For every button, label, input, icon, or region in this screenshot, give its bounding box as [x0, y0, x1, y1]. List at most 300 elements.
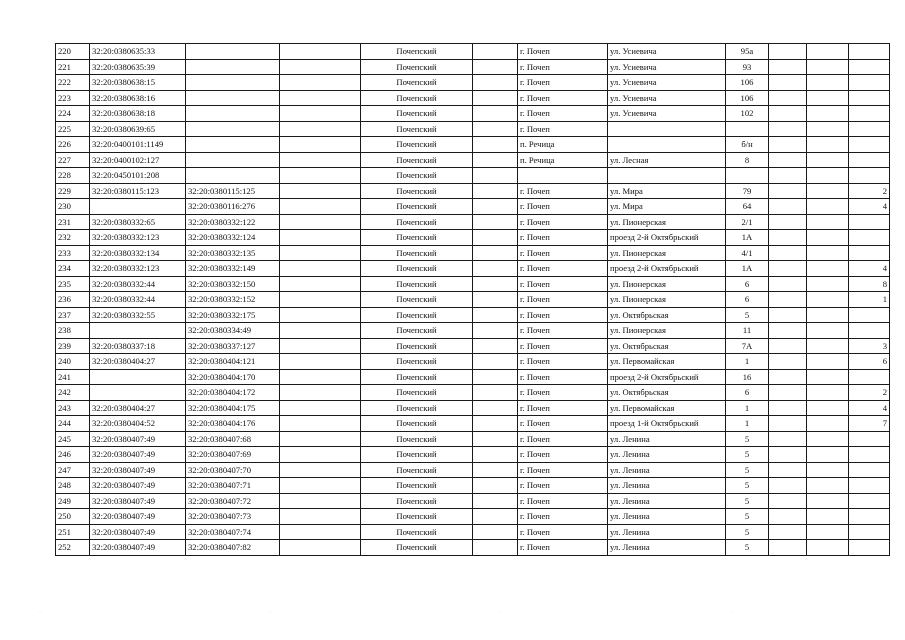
cadastral-number-cell: 32:20:0380332:44 — [90, 276, 186, 292]
district-cell: Почепский — [361, 385, 473, 401]
row-number-cell: 229 — [56, 183, 90, 199]
house-number-cell: 5 — [726, 431, 769, 447]
district-cell: Почепский — [361, 323, 473, 339]
locality-cell: г. Почеп — [518, 44, 608, 60]
blank-cell — [473, 137, 518, 153]
house-number-cell: 79 — [726, 183, 769, 199]
street-cell: ул. Усиевича — [608, 44, 726, 60]
apartment-count-cell: 8 — [849, 276, 890, 292]
blank-cell — [280, 121, 361, 137]
house-number-cell: 6 — [726, 292, 769, 308]
row-number-cell: 250 — [56, 509, 90, 525]
blank-cell — [807, 323, 849, 339]
linked-cadastral-number-cell — [186, 44, 280, 60]
street-cell — [608, 168, 726, 184]
blank-cell — [807, 168, 849, 184]
blank-cell — [807, 385, 849, 401]
blank-cell — [769, 183, 807, 199]
blank-cell — [473, 338, 518, 354]
cadastral-number-cell — [90, 385, 186, 401]
blank-cell — [473, 261, 518, 277]
linked-cadastral-number-cell: 32:20:0380116:276 — [186, 199, 280, 215]
cadastral-number-cell: 32:20:0400102:127 — [90, 152, 186, 168]
street-cell: ул. Пионерская — [608, 276, 726, 292]
table-row — [56, 106, 890, 122]
blank-cell — [769, 168, 807, 184]
linked-cadastral-number-cell: 32:20:0380332:175 — [186, 307, 280, 323]
blank-cell — [769, 338, 807, 354]
blank-cell — [280, 152, 361, 168]
blank-cell — [280, 168, 361, 184]
table-row — [56, 137, 890, 153]
blank-cell — [280, 478, 361, 494]
blank-cell — [473, 90, 518, 106]
street-cell: ул. Усиевича — [608, 59, 726, 75]
row-number-cell: 241 — [56, 369, 90, 385]
blank-cell — [807, 509, 849, 525]
house-number-cell: б/н — [726, 137, 769, 153]
blank-cell — [280, 261, 361, 277]
apartment-count-cell — [849, 75, 890, 91]
blank-cell — [473, 276, 518, 292]
cadastral-number-cell: 32:20:0380639:65 — [90, 121, 186, 137]
row-number-cell: 231 — [56, 214, 90, 230]
blank-cell — [280, 44, 361, 60]
blank-cell — [807, 137, 849, 153]
blank-cell — [769, 540, 807, 556]
blank-cell — [769, 307, 807, 323]
street-cell: ул. Усиевича — [608, 75, 726, 91]
table-row — [56, 524, 890, 540]
district-cell: Почепский — [361, 106, 473, 122]
blank-cell — [473, 354, 518, 370]
district-cell: Почепский — [361, 416, 473, 432]
locality-cell: г. Почеп — [518, 447, 608, 463]
blank-cell — [807, 447, 849, 463]
blank-cell — [473, 183, 518, 199]
linked-cadastral-number-cell: 32:20:0380337:127 — [186, 338, 280, 354]
blank-cell — [807, 524, 849, 540]
blank-cell — [769, 75, 807, 91]
cadastral-number-cell: 32:20:0380638:15 — [90, 75, 186, 91]
locality-cell: г. Почеп — [518, 540, 608, 556]
table-row — [56, 276, 890, 292]
apartment-count-cell — [849, 44, 890, 60]
district-cell: Почепский — [361, 354, 473, 370]
house-number-cell: 16 — [726, 369, 769, 385]
apartment-count-cell: 4 — [849, 400, 890, 416]
cadastral-number-cell: 32:20:0380404:27 — [90, 354, 186, 370]
row-number-cell: 240 — [56, 354, 90, 370]
blank-cell — [807, 183, 849, 199]
linked-cadastral-number-cell: 32:20:0380407:70 — [186, 462, 280, 478]
house-number-cell: 2/1 — [726, 214, 769, 230]
row-number-cell: 228 — [56, 168, 90, 184]
blank-cell — [280, 90, 361, 106]
district-cell: Почепский — [361, 245, 473, 261]
street-cell: ул. Октябрьская — [608, 307, 726, 323]
house-number-cell: 6 — [726, 276, 769, 292]
district-cell: Почепский — [361, 292, 473, 308]
blank-cell — [280, 137, 361, 153]
apartment-count-cell — [849, 59, 890, 75]
table-row — [56, 90, 890, 106]
street-cell: ул. Ленина — [608, 524, 726, 540]
blank-cell — [807, 354, 849, 370]
district-cell: Почепский — [361, 230, 473, 246]
house-number-cell: 4/1 — [726, 245, 769, 261]
district-cell: Почепский — [361, 369, 473, 385]
apartment-count-cell — [849, 214, 890, 230]
blank-cell — [473, 245, 518, 261]
blank-cell — [473, 524, 518, 540]
cadastral-number-cell — [90, 369, 186, 385]
document-page — [55, 43, 890, 556]
apartment-count-cell: 2 — [849, 183, 890, 199]
apartment-count-cell: 2 — [849, 385, 890, 401]
blank-cell — [280, 245, 361, 261]
apartment-count-cell — [849, 478, 890, 494]
blank-cell — [280, 307, 361, 323]
street-cell: ул. Ленина — [608, 478, 726, 494]
locality-cell: г. Почеп — [518, 199, 608, 215]
cadastral-number-cell: 32:20:0380332:123 — [90, 261, 186, 277]
linked-cadastral-number-cell: 32:20:0380404:175 — [186, 400, 280, 416]
blank-cell — [807, 90, 849, 106]
blank-cell — [807, 307, 849, 323]
row-number-cell: 239 — [56, 338, 90, 354]
row-number-cell: 233 — [56, 245, 90, 261]
linked-cadastral-number-cell: 32:20:0380334:49 — [186, 323, 280, 339]
row-number-cell: 245 — [56, 431, 90, 447]
district-cell: Почепский — [361, 307, 473, 323]
district-cell: Почепский — [361, 183, 473, 199]
cadastral-number-cell: 32:20:0380407:49 — [90, 478, 186, 494]
blank-cell — [473, 214, 518, 230]
blank-cell — [769, 106, 807, 122]
registry-table — [55, 43, 890, 556]
district-cell: Почепский — [361, 509, 473, 525]
district-cell: Почепский — [361, 431, 473, 447]
blank-cell — [807, 462, 849, 478]
house-number-cell: 5 — [726, 493, 769, 509]
table-row — [56, 59, 890, 75]
row-number-cell: 234 — [56, 261, 90, 277]
blank-cell — [280, 462, 361, 478]
district-cell: Почепский — [361, 59, 473, 75]
apartment-count-cell: 6 — [849, 354, 890, 370]
district-cell: Почепский — [361, 214, 473, 230]
street-cell: ул. Ленина — [608, 431, 726, 447]
locality-cell: г. Почеп — [518, 121, 608, 137]
table-row — [56, 323, 890, 339]
cadastral-number-cell: 32:20:0380407:49 — [90, 509, 186, 525]
blank-cell — [769, 261, 807, 277]
street-cell: ул. Первомайская — [608, 400, 726, 416]
scan-artifact: ·· — [268, 610, 273, 615]
district-cell: Почепский — [361, 493, 473, 509]
locality-cell: г. Почеп — [518, 369, 608, 385]
row-number-cell: 246 — [56, 447, 90, 463]
apartment-count-cell — [849, 462, 890, 478]
locality-cell: г. Почеп — [518, 524, 608, 540]
blank-cell — [280, 369, 361, 385]
cadastral-number-cell: 32:20:0380332:65 — [90, 214, 186, 230]
row-number-cell: 226 — [56, 137, 90, 153]
house-number-cell: 1 — [726, 416, 769, 432]
house-number-cell: 93 — [726, 59, 769, 75]
cadastral-number-cell: 32:20:0380407:49 — [90, 524, 186, 540]
apartment-count-cell — [849, 106, 890, 122]
blank-cell — [807, 121, 849, 137]
blank-cell — [769, 44, 807, 60]
locality-cell: г. Почеп — [518, 214, 608, 230]
table-row — [56, 369, 890, 385]
blank-cell — [473, 199, 518, 215]
house-number-cell: 7А — [726, 338, 769, 354]
locality-cell: г. Почеп — [518, 106, 608, 122]
street-cell — [608, 137, 726, 153]
linked-cadastral-number-cell — [186, 59, 280, 75]
house-number-cell: 106 — [726, 90, 769, 106]
blank-cell — [807, 261, 849, 277]
blank-cell — [473, 230, 518, 246]
blank-cell — [769, 245, 807, 261]
cadastral-number-cell: 32:20:0380115:123 — [90, 183, 186, 199]
district-cell: Почепский — [361, 137, 473, 153]
street-cell: ул. Октябрьская — [608, 385, 726, 401]
blank-cell — [807, 416, 849, 432]
house-number-cell: 5 — [726, 509, 769, 525]
street-cell: проезд 1-й Октябрьский — [608, 416, 726, 432]
street-cell: ул. Ленина — [608, 493, 726, 509]
house-number-cell: 8 — [726, 152, 769, 168]
blank-cell — [769, 524, 807, 540]
locality-cell: г. Почеп — [518, 183, 608, 199]
house-number-cell: 95а — [726, 44, 769, 60]
blank-cell — [807, 292, 849, 308]
apartment-count-cell — [849, 307, 890, 323]
apartment-count-cell — [849, 137, 890, 153]
table-row — [56, 261, 890, 277]
cadastral-number-cell: 32:20:0380407:49 — [90, 540, 186, 556]
house-number-cell: 5 — [726, 447, 769, 463]
cadastral-number-cell: 32:20:0380337:18 — [90, 338, 186, 354]
table-row — [56, 509, 890, 525]
apartment-count-cell — [849, 245, 890, 261]
linked-cadastral-number-cell: 32:20:0380332:152 — [186, 292, 280, 308]
locality-cell: г. Почеп — [518, 509, 608, 525]
blank-cell — [807, 540, 849, 556]
row-number-cell: 248 — [56, 478, 90, 494]
table-row — [56, 478, 890, 494]
apartment-count-cell: 3 — [849, 338, 890, 354]
registry-table-body — [56, 44, 890, 556]
apartment-count-cell: 7 — [849, 416, 890, 432]
table-row — [56, 416, 890, 432]
linked-cadastral-number-cell — [186, 168, 280, 184]
linked-cadastral-number-cell: 32:20:0380407:69 — [186, 447, 280, 463]
table-row — [56, 431, 890, 447]
row-number-cell: 251 — [56, 524, 90, 540]
linked-cadastral-number-cell: 32:20:0380404:121 — [186, 354, 280, 370]
linked-cadastral-number-cell — [186, 75, 280, 91]
street-cell: проезд 2-й Октябрьский — [608, 261, 726, 277]
linked-cadastral-number-cell: 32:20:0380332:135 — [186, 245, 280, 261]
table-row — [56, 385, 890, 401]
table-row — [56, 307, 890, 323]
cadastral-number-cell: 32:20:0380404:27 — [90, 400, 186, 416]
linked-cadastral-number-cell: 32:20:0380407:68 — [186, 431, 280, 447]
cadastral-number-cell: 32:20:0380332:44 — [90, 292, 186, 308]
linked-cadastral-number-cell: 32:20:0380407:71 — [186, 478, 280, 494]
street-cell: ул. Усиевича — [608, 106, 726, 122]
blank-cell — [807, 245, 849, 261]
blank-cell — [473, 509, 518, 525]
apartment-count-cell — [849, 152, 890, 168]
house-number-cell: 5 — [726, 524, 769, 540]
district-cell: Почепский — [361, 168, 473, 184]
blank-cell — [769, 478, 807, 494]
blank-cell — [473, 540, 518, 556]
locality-cell: г. Почеп — [518, 462, 608, 478]
blank-cell — [769, 214, 807, 230]
blank-cell — [473, 121, 518, 137]
table-row — [56, 199, 890, 215]
cadastral-number-cell: 32:20:0380404:52 — [90, 416, 186, 432]
scan-artifact: ·· — [498, 610, 503, 615]
house-number-cell: 64 — [726, 199, 769, 215]
blank-cell — [280, 292, 361, 308]
locality-cell: г. Почеп — [518, 59, 608, 75]
table-row — [56, 354, 890, 370]
blank-cell — [473, 307, 518, 323]
row-number-cell: 252 — [56, 540, 90, 556]
row-number-cell: 223 — [56, 90, 90, 106]
street-cell: ул. Мира — [608, 199, 726, 215]
row-number-cell: 244 — [56, 416, 90, 432]
linked-cadastral-number-cell: 32:20:0380332:150 — [186, 276, 280, 292]
street-cell — [608, 121, 726, 137]
apartment-count-cell — [849, 90, 890, 106]
locality-cell: г. Почеп — [518, 416, 608, 432]
row-number-cell: 220 — [56, 44, 90, 60]
table-row — [56, 121, 890, 137]
table-row — [56, 183, 890, 199]
locality-cell: п. Речица — [518, 137, 608, 153]
blank-cell — [769, 323, 807, 339]
blank-cell — [807, 369, 849, 385]
blank-cell — [280, 59, 361, 75]
table-row — [56, 493, 890, 509]
locality-cell: г. Почеп — [518, 478, 608, 494]
cadastral-number-cell: 32:20:0380332:55 — [90, 307, 186, 323]
blank-cell — [280, 431, 361, 447]
blank-cell — [280, 199, 361, 215]
blank-cell — [473, 106, 518, 122]
street-cell: ул. Ленина — [608, 540, 726, 556]
locality-cell: г. Почеп — [518, 230, 608, 246]
blank-cell — [473, 152, 518, 168]
blank-cell — [280, 183, 361, 199]
house-number-cell: 5 — [726, 478, 769, 494]
district-cell: Почепский — [361, 276, 473, 292]
blank-cell — [280, 540, 361, 556]
blank-cell — [769, 137, 807, 153]
apartment-count-cell — [849, 168, 890, 184]
blank-cell — [769, 385, 807, 401]
blank-cell — [807, 106, 849, 122]
table-row — [56, 462, 890, 478]
blank-cell — [807, 59, 849, 75]
table-row — [56, 44, 890, 60]
blank-cell — [769, 199, 807, 215]
cadastral-number-cell: 32:20:0380638:18 — [90, 106, 186, 122]
locality-cell: г. Почеп — [518, 400, 608, 416]
apartment-count-cell — [849, 524, 890, 540]
row-number-cell: 238 — [56, 323, 90, 339]
blank-cell — [769, 354, 807, 370]
house-number-cell: 1 — [726, 400, 769, 416]
locality-cell: г. Почеп — [518, 431, 608, 447]
locality-cell — [518, 168, 608, 184]
blank-cell — [807, 214, 849, 230]
district-cell: Почепский — [361, 199, 473, 215]
cadastral-number-cell: 32:20:0400101:1149 — [90, 137, 186, 153]
blank-cell — [807, 75, 849, 91]
blank-cell — [473, 416, 518, 432]
blank-cell — [473, 59, 518, 75]
district-cell: Почепский — [361, 400, 473, 416]
table-row — [56, 214, 890, 230]
district-cell: Почепский — [361, 121, 473, 137]
district-cell: Почепский — [361, 540, 473, 556]
blank-cell — [280, 106, 361, 122]
blank-cell — [473, 75, 518, 91]
row-number-cell: 221 — [56, 59, 90, 75]
blank-cell — [473, 400, 518, 416]
street-cell: ул. Пионерская — [608, 323, 726, 339]
house-number-cell: 6 — [726, 385, 769, 401]
locality-cell: г. Почеп — [518, 75, 608, 91]
blank-cell — [473, 292, 518, 308]
row-number-cell: 227 — [56, 152, 90, 168]
house-number-cell: 5 — [726, 540, 769, 556]
apartment-count-cell: 4 — [849, 261, 890, 277]
linked-cadastral-number-cell: 32:20:0380332:149 — [186, 261, 280, 277]
linked-cadastral-number-cell: 32:20:0380407:74 — [186, 524, 280, 540]
cadastral-number-cell: 32:20:0380407:49 — [90, 493, 186, 509]
district-cell: Почепский — [361, 524, 473, 540]
locality-cell: г. Почеп — [518, 245, 608, 261]
linked-cadastral-number-cell: 32:20:0380404:172 — [186, 385, 280, 401]
street-cell: ул. Пионерская — [608, 214, 726, 230]
blank-cell — [807, 493, 849, 509]
table-row — [56, 292, 890, 308]
blank-cell — [473, 478, 518, 494]
apartment-count-cell — [849, 121, 890, 137]
district-cell: Почепский — [361, 152, 473, 168]
blank-cell — [769, 121, 807, 137]
blank-cell — [769, 493, 807, 509]
blank-cell — [473, 369, 518, 385]
district-cell: Почепский — [361, 462, 473, 478]
linked-cadastral-number-cell: 32:20:0380407:73 — [186, 509, 280, 525]
locality-cell: г. Почеп — [518, 338, 608, 354]
apartment-count-cell — [849, 369, 890, 385]
blank-cell — [769, 509, 807, 525]
blank-cell — [769, 276, 807, 292]
